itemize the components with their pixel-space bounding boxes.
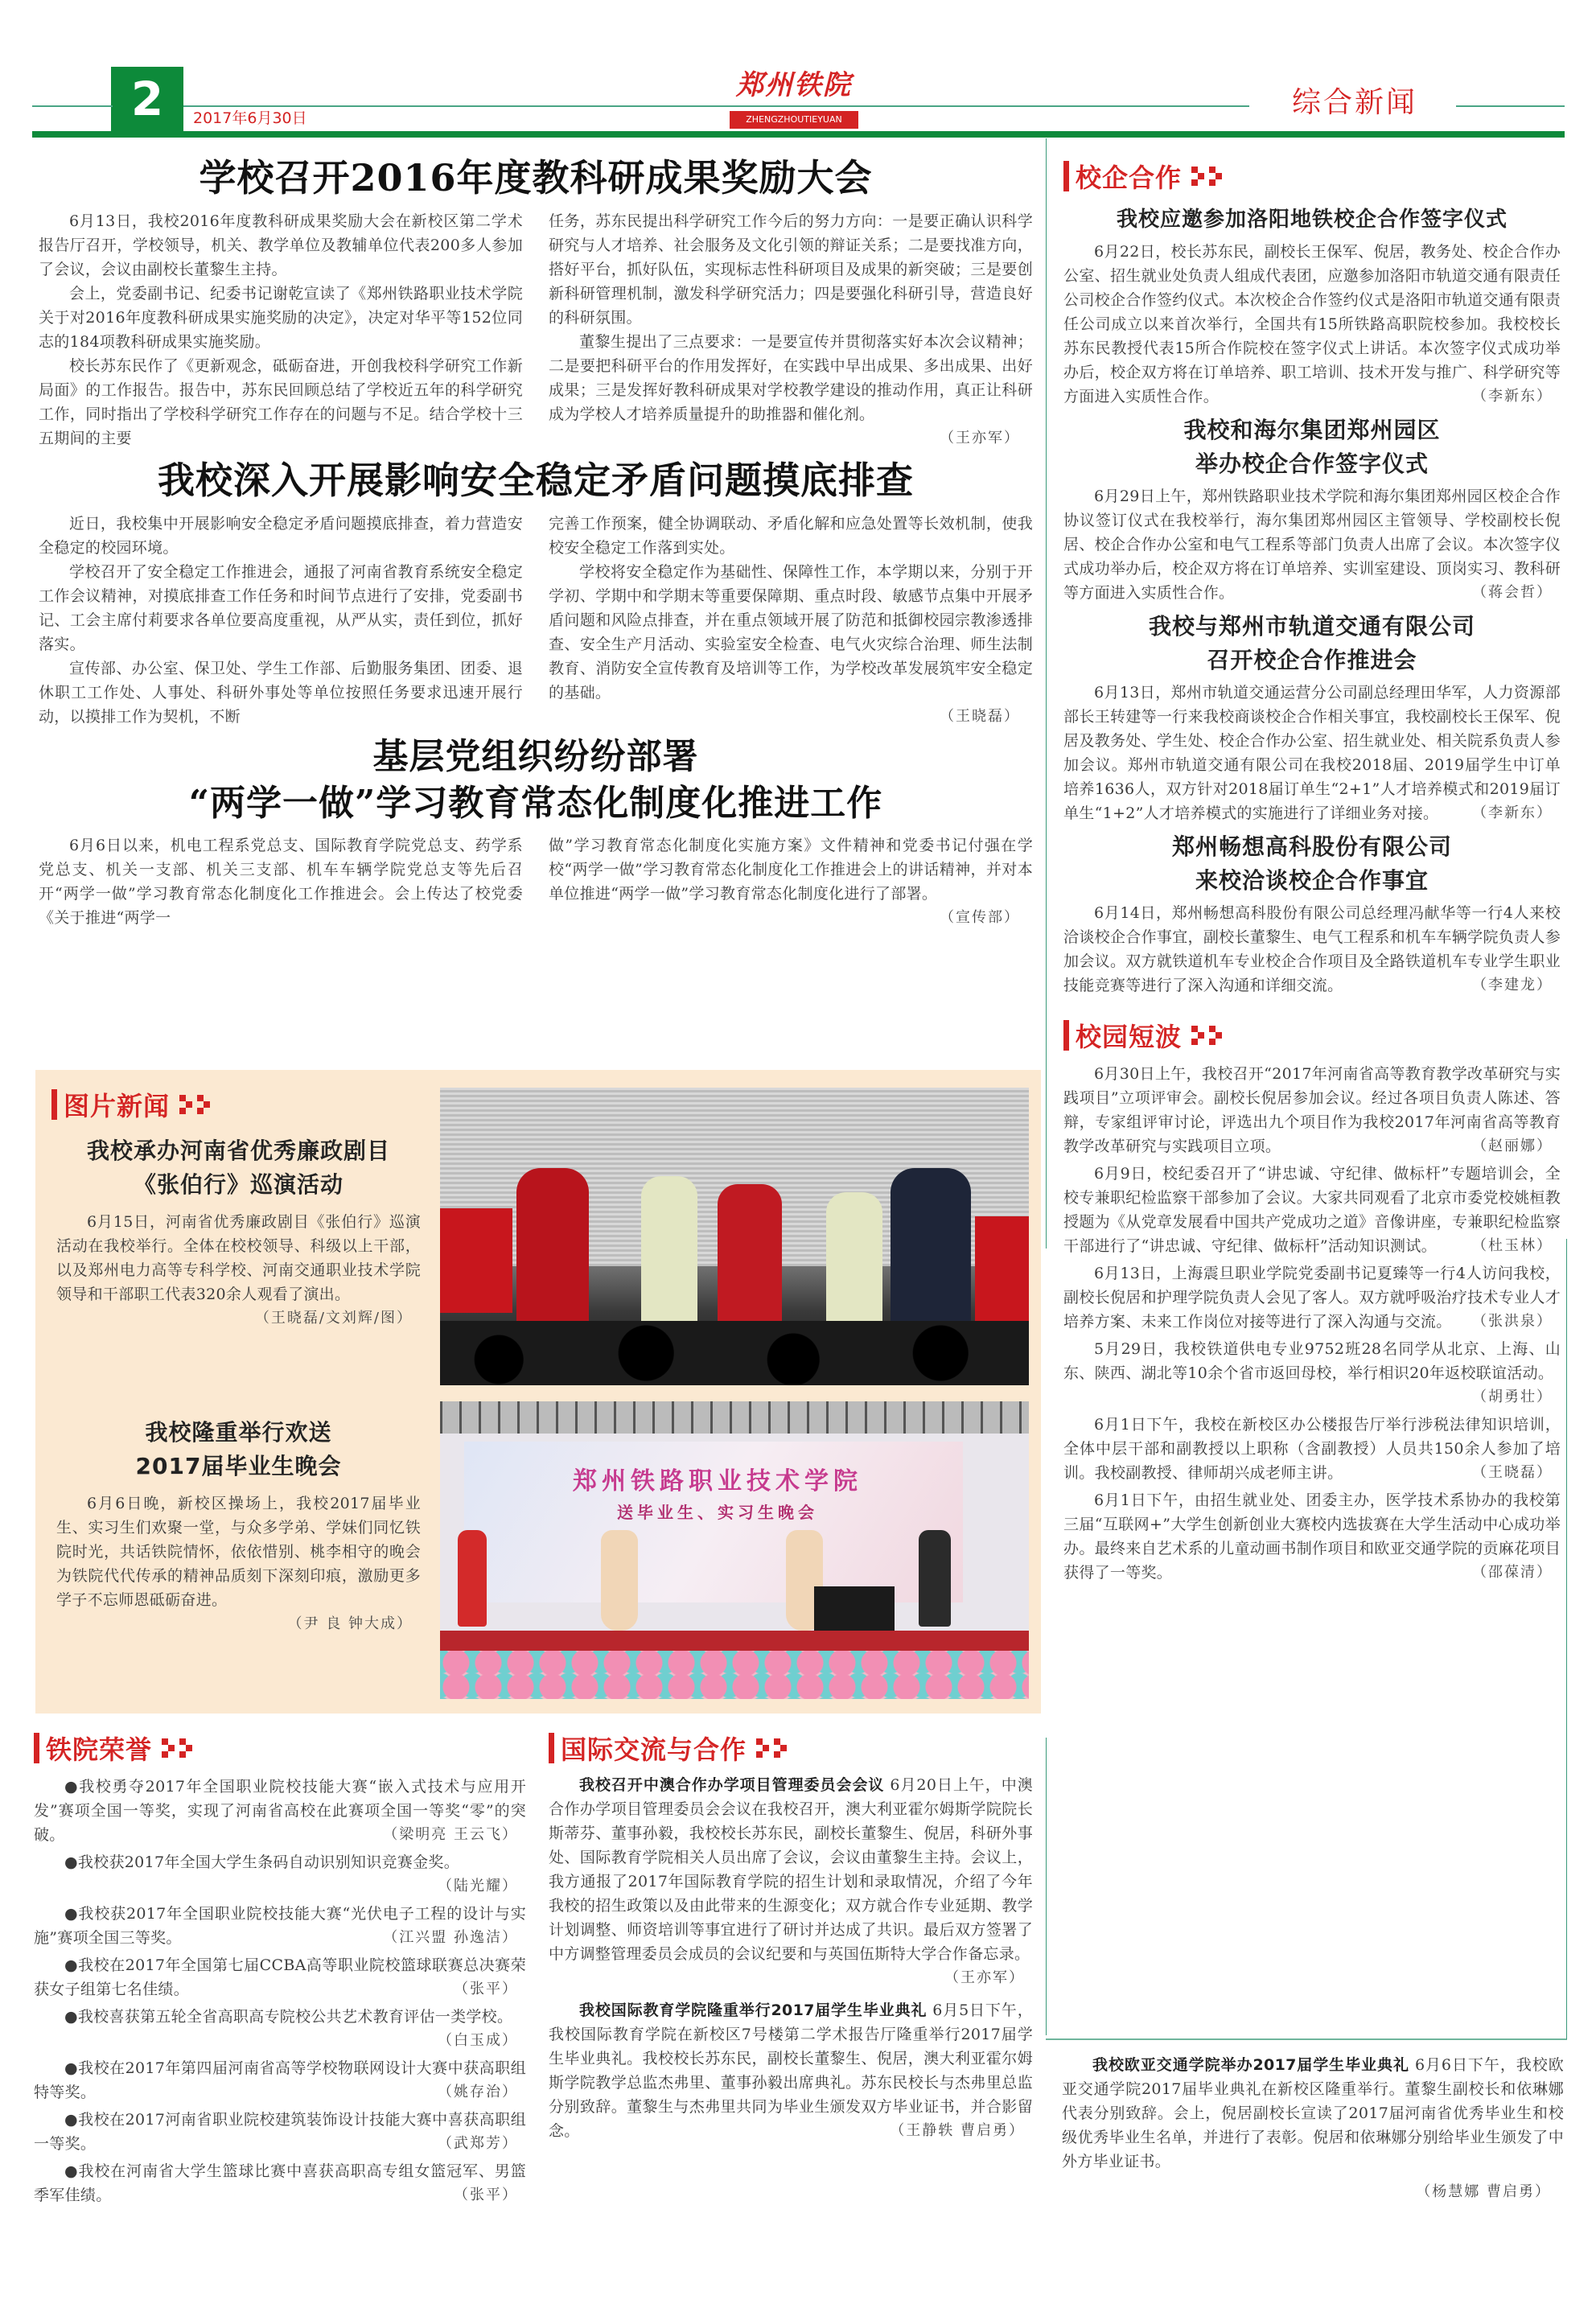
article-1-title: 学校召开2016年度教科研成果奖励大会: [199, 156, 873, 200]
item-headline: 我校欧亚交通学院举办2017届学生毕业典礼: [1092, 2056, 1409, 2074]
article-1-col1: [39, 209, 523, 450]
section-label: 铁院荣誉: [46, 1734, 153, 1765]
byline: （江兴盟 孙逸洁）: [383, 1929, 518, 1946]
paragraph: [1063, 1337, 1561, 1405]
item-headline: 我校国际教育学院隆重举行2017届学生毕业典礼: [579, 2001, 928, 2019]
byline: （王晓磊）: [1472, 1464, 1553, 1481]
campus-item: [1063, 1062, 1561, 1158]
byline: （张洪泉）: [1472, 1313, 1553, 1330]
paragraph: [1062, 2053, 1564, 2174]
byline: （杨慧娜 曹启勇）: [1416, 2183, 1551, 2200]
header-rule-thin-right: [1456, 105, 1565, 107]
article-3-col1: [39, 833, 523, 930]
campus-item: [1063, 1162, 1561, 1258]
paragraph: [549, 1998, 1033, 2143]
honor-text: ●我校在2017河南省职业院校建筑装饰设计技能大赛中喜获高职组一等奖。: [34, 2111, 526, 2153]
paragraph: [1063, 1162, 1561, 1258]
intl-item: [549, 1998, 1033, 2143]
honor-text: ●我校在河南省大学生篮球比赛中喜获高职高专组女篮冠军、男篮季军佳绩。: [34, 2162, 526, 2204]
byline: （姚存治）: [438, 2084, 518, 2100]
byline: （王静轶 曹启勇）: [890, 2122, 1025, 2139]
intl-block: [549, 1730, 1033, 2309]
section-bar: [549, 1733, 554, 1763]
item-body: 6月6日下午，我校欧亚交通学院2017届毕业典礼在新校区隆重举行。董黎生副校长和依琳娜代表分别致辞。会上，倪居副校长宣读了2017届河南省优秀毕业生和校级优秀毕业生名单，并进行了表彰。倪居和依琳娜分别给毕业生颁发了中外方毕业证书。: [1062, 2056, 1564, 2170]
paragraph: [1063, 681, 1561, 825]
speaker-box: [814, 1586, 895, 1631]
article-1: [39, 153, 1033, 450]
paragraph: [34, 1775, 526, 1847]
coop-title: 我校与郑州市轨道交通有限公司: [1148, 613, 1475, 640]
article-1-col2: [549, 209, 1033, 450]
coop-title: 召开校企合作推进会: [1207, 647, 1417, 673]
article-3-title-line2: “两学一做”学习教育常态化制度化推进工作: [188, 783, 883, 824]
article-2: [39, 455, 1033, 729]
coop-item: [1063, 610, 1561, 825]
section-label: 校企合作: [1076, 162, 1183, 193]
byline: （白玉成）: [438, 2032, 518, 2049]
paragraph: [34, 1850, 526, 1894]
byline: （宣传部）: [940, 909, 1020, 926]
article-2-col1: [39, 512, 523, 729]
honors-list: [34, 1775, 526, 2207]
campus-item: [1063, 1413, 1561, 1485]
section-label: 校园短波: [1076, 1022, 1183, 1052]
article-2-title: 我校深入开展影响安全稳定矛盾问题摸底排查: [158, 459, 914, 502]
byline: （李新东）: [1472, 804, 1553, 821]
honor-item: [34, 2159, 526, 2207]
paragraph: [1063, 484, 1561, 605]
coop-list: [1063, 203, 1561, 998]
actor-red-2: [718, 1184, 782, 1337]
campus-list: [1063, 1062, 1561, 1585]
honor-text: ●我校获2017年全国职业院校技能大赛“光伏电子工程的设计与实施”赛项全国三等奖。: [34, 1905, 526, 1947]
left-upper-articles: [39, 153, 1033, 1062]
coop-item: [1063, 413, 1561, 605]
item-body: 5月29日，我校铁道供电专业9752班28名同学从北京、上海、山东、陕西、湖北等10余个省市返回母校，举行相识20年返校联谊活动。: [1063, 1340, 1561, 1382]
section-header-international: [549, 1730, 1033, 1767]
item-body: 6月14日，郑州畅想高科股份有限公司总经理冯献华等一行4人来校洽谈校企合作事宜，副校长董黎生、电气工程系和机车车辆学院负责人参加会议。双方就铁道机车专业校企合作项目及全路铁道机车专业学生职业技能竞赛等进行了深入沟通和详细交流。: [1063, 904, 1561, 994]
coop-item: [1063, 830, 1561, 998]
photo-news-box: [35, 1070, 1041, 1713]
byline: （李建龙）: [1472, 977, 1553, 994]
byline: （尹 良 钟大成）: [287, 1615, 413, 1632]
section-label: 国际交流与合作: [561, 1734, 747, 1765]
byline: （王晓磊/文刘辉/图）: [254, 1310, 413, 1327]
red-table-left: [440, 1208, 512, 1313]
article-3: [39, 734, 1033, 930]
honor-text: ●我校喜获第五轮全省高职高专院校公共艺术教育评估一类学校。: [64, 2008, 513, 2026]
header-rule-thin-left: [32, 105, 113, 107]
byline: （邵葆清）: [1472, 1564, 1553, 1581]
issue-date: 2017年6月30日: [193, 109, 307, 127]
page-number: 2: [130, 72, 164, 126]
campus-item: [1063, 1261, 1561, 1334]
intl-item: [549, 1773, 1033, 1990]
byline: （梁明亮 王云飞）: [383, 1826, 518, 1843]
coop-item: [1063, 203, 1561, 409]
byline: （陆光耀）: [438, 1878, 518, 1894]
byline: （武郑芳）: [438, 2135, 518, 2152]
section-header-cooperation: [1063, 158, 1561, 195]
masthead: [0, 0, 1596, 138]
paragraph: 6月13日，我校2016年度教科研成果奖励大会在新校区第二学术报告厅召开，学校领导，机关、教学单位及教辅单位代表200多人参加了会议，会议由副校长董黎生主持。: [39, 212, 523, 278]
host-dark-suit: [919, 1530, 951, 1627]
header-rule-thick: [32, 131, 1565, 138]
header-rule-thin: [183, 105, 1249, 107]
section-header-campus-news: [1063, 1017, 1561, 1054]
campus-item: [1063, 1488, 1561, 1585]
byline: （张平）: [454, 1981, 518, 1997]
actor-cream-1: [641, 1176, 697, 1345]
paragraph: 宣传部、办公室、保卫处、学生工作部、后勤服务集团、团委、退休职工工作处、人事处、科研外事处等单位按照任务要求迅速开展行动，以摸排工作为契机，不断: [39, 660, 523, 726]
host-red-jacket: [458, 1530, 487, 1627]
section-title: 综合新闻: [1285, 84, 1424, 122]
section-bar: [51, 1089, 57, 1120]
section-bar: [1063, 1020, 1069, 1051]
byline: （王亦军）: [940, 430, 1020, 446]
honor-text: ●我校在2017年第四届河南省高等学校物联网设计大赛中获高职组特等奖。: [34, 2059, 526, 2101]
paragraph: [34, 1953, 526, 2001]
paragraph: 校长苏东民作了《更新观念，砥砺奋进，开创我校科学研究工作新局面》的工作报告。报告中，苏东民回顾总结了学校近五年的科学研究工作，同时指出了学校科学研究工作存在的问题与不足。结合学校十三五期间的主要: [39, 357, 523, 447]
honor-item: [34, 1775, 526, 1847]
byline: （杜玉林）: [1472, 1237, 1553, 1254]
double-chevron-icon: [176, 1092, 220, 1117]
paragraph: [1063, 1413, 1561, 1485]
column-divider: [1046, 138, 1047, 1249]
item-body: 6月29日上午，郑州铁路职业技术学院和海尔集团郑州园区校企合作协议签订仪式在我校举行，海尔集团郑州园区主管领导、学校副校长倪居、校企合作办公室和电气工程系等部门负责人出席了会议。本次签字仪式成功举办后，校企双方将在订单培养、实训室建设、顶岗实习、教科研等方面进入实质性合作。: [1063, 487, 1561, 602]
photo-graduation-gala: [440, 1401, 1029, 1699]
paragraph: 完善工作预案，健全协调联动、矛盾化解和应急处置等长效机制，使我校安全稳定工作落到实处。: [549, 515, 1033, 557]
paragraph: 6月15日，河南省优秀廉政剧目《张伯行》巡演活动在我校举行。全体在校校领导、科级以上干部，以及郑州电力高等专科学校、河南交通职业技术学院领导和干部职工代表320余人观看了演出。: [56, 1213, 421, 1303]
paragraph: [34, 2005, 526, 2049]
paragraph: 6月6日晚，新校区操场上，我校2017届毕业生、实习生们欢聚一堂，与众多学弟、学妹们同忆铁院时光，共话铁院情怀，依依惜别、桃李相守的晚会为铁院代代传承的精神品质刻下深刻印痕，激励更多学子不忘师恩砥砺奋进。: [56, 1495, 421, 1609]
paragraph: 学校召开了安全稳定工作推进会，通报了河南省教育系统安全稳定工作会议精神，对摸底排查工作任务和时间节点进行了安排，党委副书记、工会主席付莉要求各单位要高度重视，从严从实，责任到位，抓好落实。: [39, 563, 523, 653]
photo-story-1-title-1: 我校承办河南省优秀廉政剧目: [86, 1137, 390, 1164]
coop-title: 举办校企合作签字仪式: [1195, 450, 1429, 477]
paragraph: [34, 2108, 526, 2156]
honor-text: ●我校在2017年全国第七届CCBA高等职业院校篮球联赛总决赛荣获女子组第七名佳绩。: [34, 1956, 526, 1998]
byline: （王晓磊）: [940, 708, 1020, 725]
logo-calligraphy: 郑州铁院: [736, 69, 852, 101]
byline: （赵丽娜）: [1472, 1137, 1553, 1154]
section-header-photo-news: [51, 1086, 220, 1123]
item-body: 6月13日，上海震旦职业学院党委副书记夏臻等一行4人访问我校，副校长倪居和护理学院负责人会见了客人。双方就呼吸治疗技术专业人才培养方案、未来工作岗位对接等进行了深入沟通与交流。: [1063, 1265, 1561, 1331]
honor-item: [34, 1850, 526, 1899]
balloon-garland: [440, 1651, 1029, 1699]
section-bar: [1063, 161, 1069, 191]
paragraph: [549, 1773, 1033, 1986]
paragraph: 董黎生提出了三点要求：一是要宣传并贯彻落实好本次会议精神；二是要把科研平台的作用发挥好，在实践中早出成果、多出成果、出好成果；三是发挥好教科研成果对学校教学建设的推动作用，真正让科研成为学校人才培养质量提升的助推器和催化剂。: [549, 333, 1033, 423]
red-table-right: [975, 1216, 1029, 1337]
section-header-honors: [34, 1730, 526, 1767]
item-body: 6月1日下午，我校在新校区办公楼报告厅举行涉税法律知识培训，全体中层干部和副教授以上职称（含副教授）人员共150余人参加了培训。我校副教授、律师胡兴成老师主讲。: [1063, 1416, 1561, 1482]
item-body: 6月13日，郑州市轨道交通运营分公司副总经理田华军，人力资源部部长王转建等一行来我校商谈校企合作相关事宜，我校副校长王保军、倪居及教务处、学生处、校企合作办公室、招生就业处、相关院系负责人参加会议。郑州市轨道交通有限公司在我校2018届、2019届学生中订单培养1636人，双方针对2018届订单生“2+1”人才培养模式和2019届订单生“1+2”人才培养模式的实施进行了详细业务对接。: [1063, 684, 1561, 822]
photo-opera-performance: [440, 1088, 1029, 1385]
paragraph: [34, 2056, 526, 2104]
honor-item: [34, 2056, 526, 2104]
article-3-columns: [39, 833, 1033, 930]
paragraph: 6月6日以来，机电工程系党总支、国际教育学院党总支、药学系党总支、机关一支部、机关三支部、机车车辆学院党总支等先后召开“两学一做”学习教育常态化制度化工作推进会。会上传达了校党委《关于推进“两学一: [39, 837, 523, 927]
photo-story-1-title-2: 《张伯行》巡演活动: [133, 1171, 343, 1198]
coop-title: 我校和海尔集团郑州园区: [1183, 417, 1441, 443]
coop-title: 郑州畅想高科股份有限公司: [1171, 833, 1452, 860]
item-body: 6月22日，校长苏东民，副校长王保军、倪居，教务处、校企合作办公室、招生就业处负责人组成代表团，应邀参加洛阳市轨道交通有限责任公司校企合作签约仪式。本次校企合作签约仪式是洛阳市轨道交通有限责任公司成立以来首次举行，全国共有15所铁路高职院校参加。我校校长苏东民教授代表15所合作院校在签字仪式上讲话。本次签字仪式成功举办后，校企双方将在订单培养、职工培训、技术开发与推广、科学研究等方面进入实质性合作。: [1063, 243, 1561, 405]
paragraph: 近日，我校集中开展影响安全稳定矛盾问题摸底排查，着力营造安全稳定的校园环境。: [39, 515, 523, 557]
item-body: 6月9日，校纪委召开了“讲忠诚、守纪律、做标杆”专题培训会，全校专兼职纪检监察干部参加了会议。大家共同观看了北京市委党校姚桓教授题为《从党章发展看中国共产党成功之道》音像讲座，专兼职纪检监察干部进行了“讲忠诚、守纪律、做标杆”活动知识测试。: [1063, 1165, 1561, 1255]
paragraph: [34, 2159, 526, 2207]
double-chevron-icon: [158, 1736, 202, 1760]
bottom-right-story: [1062, 2053, 1564, 2306]
double-chevron-icon: [753, 1736, 796, 1760]
paragraph: 做”学习教育常态化制度化实施方案》文件精神和党委书记付强在学校“两学一做”学习教育常态化制度化工作推进会上的讲话精神，并对本单位推进“两学一做”学习教育常态化制度化进行了部署。: [549, 837, 1033, 903]
honors-block: [34, 1730, 526, 2309]
column-divider-lower: [1046, 1738, 1047, 2035]
host-gown-1: [601, 1530, 638, 1631]
paragraph: [1063, 1062, 1561, 1158]
article-3-title-line1: 基层党组织纷纷部署: [372, 736, 699, 777]
article-3-col2: [549, 833, 1033, 930]
honor-item: [34, 1902, 526, 1950]
article-1-columns: [39, 209, 1033, 450]
coop-title: 来校洽谈校企合作事宜: [1195, 867, 1429, 894]
honor-text: ●我校勇夺2017年全国职业院校技能大赛“嵌入式技术与应用开发”赛项全国一等奖，实现了河南省高校在此赛项全国一等奖“零”的突破。: [34, 1778, 526, 1844]
campus-item: [1063, 1337, 1561, 1409]
photo-story-2-title-2: 2017届毕业生晚会: [135, 1453, 342, 1479]
double-chevron-icon: [1188, 164, 1232, 188]
paragraph: 学校将安全稳定作为基础性、保障性工作，本学期以来，分别于开学初、学期中和学期末等重要保障期、重点时段、敏感节点集中开展矛盾问题和风险点排查，并在重点领域开展了防范和抵御校园宗教渗透排查、安全生产月活动、实验室安全检查、电气火灾综合治理、师生法制教育、消防安全宣传教育及培训等工作，为学校改革发展筑牢安全稳定的基础。: [549, 563, 1033, 701]
photo-story-2: [51, 1416, 426, 1705]
paragraph: [1063, 240, 1561, 409]
section-label: 图片新闻: [64, 1091, 171, 1121]
paragraph: [34, 1902, 526, 1950]
honor-item: [34, 1953, 526, 2001]
actor-red-robe: [516, 1168, 589, 1337]
byline: （胡勇壮）: [1472, 1388, 1553, 1405]
double-chevron-icon: [1188, 1023, 1232, 1047]
byline: （李新东）: [1472, 388, 1553, 405]
honor-item: [34, 2005, 526, 2053]
byline: （王亦军）: [944, 1969, 1025, 1986]
campus-box-rule: [1046, 2038, 1567, 2040]
item-headline: 我校召开中澳合作办学项目管理委员会会议: [579, 1776, 885, 1794]
paragraph: 任务，苏东民提出科学研究工作今后的努力方向：一是要正确认识科学研究与人才培养、社会服务及文化引领的辩证关系；二是要找准方向，搭好平台，抓好队伍，实现标志性科研项目及成果的新突破；三是要创新科研管理机制，激发科学研究活力；四是要强化科研引导，营造良好的科研氛围。: [549, 212, 1033, 327]
section-bar: [34, 1733, 39, 1763]
paragraph: [1063, 901, 1561, 998]
paragraph: 会上，党委副书记、纪委书记谢乾宣读了《郑州铁路职业技术学院关于对2016年度教科研成果实施奖励的决定》，决定对华平等152位同志的184项教科研成果实施奖励。: [39, 285, 523, 351]
item-body: 6月20日上午，中澳合作办学项目管理委员会会议在我校召开，澳大利亚霍尔姆斯学院院长斯蒂芬、董事孙毅，我校校长苏东民，副校长董黎生、倪居，科研外事处、国际教育学院相关人员出席了会议，会议由董黎生主持。会议上，我方通报了2017年国际教育学院的招生计划和录取情况，介绍了今年我校的招生政策以及由此带来的生源变化；双方就合作专业延期、教学计划调整、师资培训等事宜进行了研讨并达成了共识。最后双方签署了中方调整管理委员会成员的会议纪要和与英国伍斯特大学合作备忘录。: [549, 1776, 1033, 1963]
intl-list: [549, 1773, 1033, 2143]
byline: （张平）: [454, 2187, 518, 2203]
paragraph: [1063, 1488, 1561, 1585]
audience-heads: [440, 1321, 1029, 1385]
page-number-badge: [111, 67, 183, 136]
photo-story-1: [51, 1134, 426, 1392]
article-2-columns: [39, 512, 1033, 729]
article-2-col2: [549, 512, 1033, 729]
item-body: 6月5日下午，我校国际教育学院在新校区7号楼第二学术报告厅隆重举行2017届学生毕业典礼。我校校长苏东民，副校长董黎生、倪居，澳大利亚霍尔姆斯学院教学总监杰弗里、董事孙毅出席典礼。苏东民校长与杰弗里总监分别致辞。董黎生与杰弗里共同为毕业生颁发双方毕业证书，并合影留念。: [549, 2001, 1033, 2140]
paragraph: [1063, 1261, 1561, 1334]
right-column: [1063, 158, 1561, 2032]
stage-truss: [440, 1401, 1029, 1434]
photo-story-2-title-1: 我校隆重举行欢送: [145, 1419, 332, 1446]
byline: （蒋会哲）: [1472, 584, 1553, 601]
banner-line-2: 送毕业生、实习生晚会: [617, 1503, 818, 1522]
campus-box-right-rule: [1566, 1239, 1567, 2039]
logo-pinyin: ZHENGZHOUTIEYUAN: [730, 111, 858, 129]
coop-title: 我校应邀参加洛阳地铁校企合作签字仪式: [1116, 208, 1508, 232]
honor-item: [34, 2108, 526, 2156]
banner-line-1: 郑州铁路职业技术学院: [573, 1467, 862, 1495]
honor-text: ●我校获2017年全国大学生条码自动识别知识竞赛金奖。: [64, 1853, 460, 1871]
item-body: 6月1日下午，由招生就业处、团委主办，医学技术系协办的我校第三届“互联网+”大学生创新创业大赛校内选拔赛在大学生活动中心成功举办。最终来自艺术系的儿童动画书制作项目和欧亚交通学院的贡麻花项目获得了一等奖。: [1063, 1491, 1561, 1582]
item-body: 6月30日上午，我校召开“2017年河南省高等教育教学改革研究与实践项目”立项评审会。副校长倪居参加会议。经过各项目负责人陈述、答辩，专家组评审讨论，评选出九个项目作为我校2017年河南省高等教育教学改革研究与实践项目立项。: [1063, 1065, 1561, 1155]
